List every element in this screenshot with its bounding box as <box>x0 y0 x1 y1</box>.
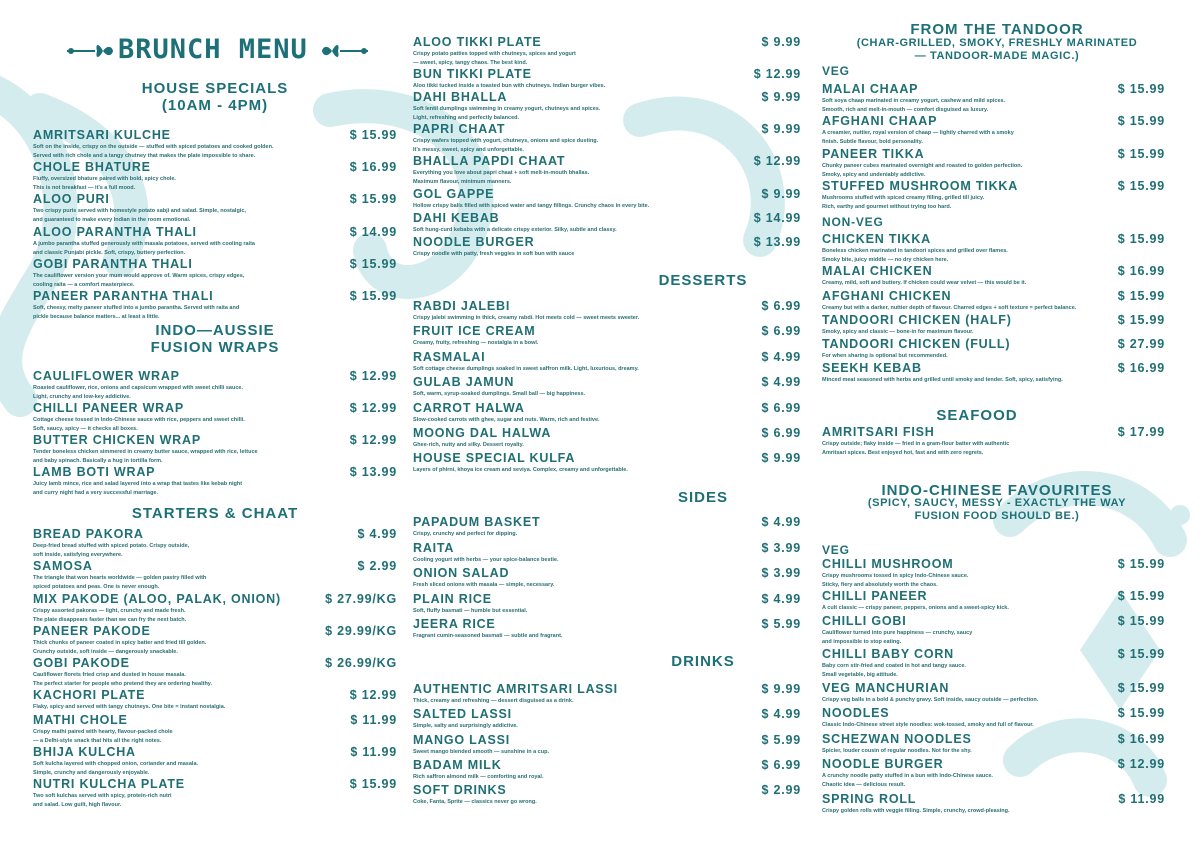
item-name: CHILLI PANEER <box>822 589 928 603</box>
item-name: DAHI KEBAB <box>413 211 500 225</box>
item-description: Creamy but with a darker, nuttier depth of flavour. Charred edges + soft texture = perfect balance. <box>822 305 1077 311</box>
item-price: $ 14.99 <box>753 211 801 225</box>
item-price: $ 3.99 <box>761 566 801 580</box>
item-description: Flaky, spicy and served with tangy chutneys. One bite = instant nostalgia. <box>33 704 226 710</box>
item-price: $ 4.99 <box>761 592 801 606</box>
item-description: For when sharing is optional but recommended. <box>822 353 948 359</box>
item-description: A jumbo parantha stuffed generously with masala potatoes, served with cooling raita and classic Punjabi pickle. Soft, crispy, buttery perfection. <box>33 241 255 256</box>
item-description: Soft on the inside, crispy on the outside — stuffed with spiced potatoes and cooked golden. Served with rich chole and a tangy chutney that makes the plate impossible to share. <box>33 144 274 159</box>
item-name: SOFT DRINKS <box>413 783 507 797</box>
section-title-sides: SIDES <box>677 489 728 506</box>
item-price: $ 5.99 <box>761 733 801 747</box>
item-price: $ 12.99 <box>1117 757 1165 771</box>
item-name: SALTED LASSI <box>413 707 512 721</box>
item-name: LAMB BOTI WRAP <box>33 465 156 479</box>
item-price: $ 4.99 <box>761 707 801 721</box>
item-name: MALAI CHICKEN <box>822 264 933 278</box>
item-description: Smoky, spicy and classic — bone-in for maximum flavour. <box>822 329 974 335</box>
item-price: $ 15.99 <box>349 289 397 303</box>
item-price: $ 2.99 <box>761 783 801 797</box>
item-name: BHALLA PAPDI CHAAT <box>413 154 566 168</box>
item-price: $ 15.99 <box>1117 647 1165 661</box>
item-description: Rich saffron almond milk — comforting and royal. <box>413 774 544 780</box>
item-name: BHIJA KULCHA <box>33 745 136 759</box>
item-name: KACHORI PLATE <box>33 688 146 702</box>
item-price: $ 17.99 <box>1117 425 1165 439</box>
item-name: CHILLI MUSHROOM <box>822 557 954 571</box>
item-price: $ 4.99 <box>357 527 397 541</box>
item-price: $ 26.99/KG <box>325 656 397 670</box>
item-price: $ 4.99 <box>761 375 801 389</box>
item-name: ONION SALAD <box>413 566 510 580</box>
item-price: $ 9.99 <box>761 682 801 696</box>
item-price: $ 15.99 <box>1117 589 1165 603</box>
section-subtitle-tandoor: (CHAR-GRILLED, SMOKY, FRESHLY MARINATED — TANDOOR-MADE MAGIC.) <box>856 37 1138 62</box>
item-description: Sweet mango blended smooth — sunshine in a cup. <box>413 749 549 755</box>
item-name: NUTRI KULCHA PLATE <box>33 777 185 791</box>
item-name: ALOO PURI <box>33 192 110 206</box>
item-price: $ 12.99 <box>349 401 397 415</box>
veg-label: VEG <box>822 543 850 557</box>
item-description: Crispy wafers topped with yogurt, chutneys, onions and spice dusting. It’s messy, sweet, spicy and unforgettable. <box>413 138 599 153</box>
item-description: Coke, Fanta, Sprite — classics never go wrong. <box>413 799 537 805</box>
item-price: $ 15.99 <box>1117 313 1165 327</box>
fleur-left-icon <box>65 40 115 62</box>
item-name: PANEER PARANTHA THALI <box>33 289 214 303</box>
item-name: FRUIT ICE CREAM <box>413 324 536 338</box>
item-price: $ 9.99 <box>761 451 801 465</box>
item-description: Cauliflower florets fried crisp and dusted in house masala. The perfect starter for people who pretend they are ordering healthy. <box>33 672 212 687</box>
item-price: $ 4.99 <box>761 515 801 529</box>
item-description: Crispy outside; flaky inside — fried in a gram-flour batter with authentic Amritsari spices. Best enjoyed hot, fast and with zero regrets. <box>822 441 1010 456</box>
item-name: ALOO TIKKI PLATE <box>413 35 542 49</box>
item-description: Cooling yogurt with herbs — your spice-balance bestie. <box>413 557 559 563</box>
item-description: Thick, creamy and refreshing — dessert disguised as a drink. <box>413 698 574 704</box>
item-price: $ 4.99 <box>761 350 801 364</box>
item-price: $ 15.99 <box>349 777 397 791</box>
item-description: Mushrooms stuffed with spiced creamy filling, grilled till juicy. Rich, earthy and gourmet without trying too hard. <box>822 195 985 210</box>
item-name: TANDOORI CHICKEN (FULL) <box>822 337 1011 351</box>
item-name: SAMOSA <box>33 559 93 573</box>
item-name: RAITA <box>413 541 455 555</box>
item-description: Crispy mushrooms tossed in spicy Indo-Chinese sauce. Sticky, fiery and absolutely worth the chaos. <box>822 573 969 588</box>
item-description: Soft kulcha layered with chopped onion, coriander and masala. Simple, crunchy and dangerously enjoyable. <box>33 761 199 776</box>
item-name: MATHI CHOLE <box>33 713 128 727</box>
item-name: PAPRI CHAAT <box>413 122 506 136</box>
item-description: Soft hung-curd kebabs with a delicate crispy exterior. Silky, subtle and classy. <box>413 227 617 233</box>
item-price: $ 15.99 <box>349 192 397 206</box>
item-price: $ 27.99/KG <box>325 592 397 606</box>
item-name: VEG MANCHURIAN <box>822 681 950 695</box>
item-description: Creamy, mild, soft and buttery. If chicken could wear velvet — this would be it. <box>822 280 1027 286</box>
item-name: CAULIFLOWER WRAP <box>33 369 180 383</box>
item-description: Everything you love about papri chaat + soft melt-in-mouth bhallas. Maximum flavour, minimum manners. <box>413 170 590 185</box>
item-price: $ 15.99 <box>1117 232 1165 246</box>
item-name: NOODLE BURGER <box>822 757 944 771</box>
item-name: NOODLES <box>822 706 890 720</box>
item-name: MIX PAKODE (ALOO, PALAK, ONION) <box>33 592 281 606</box>
item-price: $ 16.99 <box>349 160 397 174</box>
item-description: Fresh sliced onions with masala — simple, necessary. <box>413 582 555 588</box>
item-description: Crispy noodle with patty, fresh veggies in soft bun with sauce <box>413 251 575 257</box>
item-price: $ 5.99 <box>761 617 801 631</box>
item-description: The cauliflower version your mum would approve of. Warm spices, crispy edges, cooling raita — a comfort masterpiece. <box>33 273 245 288</box>
item-description: Cottage cheese tossed in Indo-Chinese sauce with rice, peppers and sweet chilli. Soft, saucy, spicy — it checks all boxes. <box>33 417 245 432</box>
item-price: $ 13.99 <box>349 465 397 479</box>
menu-title: BRUNCH MENU <box>118 34 308 65</box>
item-description: Simple, salty and surprisingly addictive. <box>413 723 518 729</box>
item-price: $ 15.99 <box>1117 82 1165 96</box>
item-description: Boneless chicken marinated in tandoori spices and grilled over flames. Smoky bite, juicy middle — no dry chicken here. <box>822 248 1008 263</box>
nonveg-label: NON-VEG <box>822 215 884 229</box>
item-description: Layers of phirni, khoya ice cream and seviya. Complex, creamy and unforgettable. <box>413 467 628 473</box>
item-price: $ 11.99 <box>1118 792 1165 806</box>
item-description: Soft, warm, syrup-soaked dumplings. Small ball — big happiness. <box>413 391 586 397</box>
item-name: GOL GAPPE <box>413 187 495 201</box>
veg-label: VEG <box>822 64 850 78</box>
section-title-tandoor: FROM THE TANDOOR <box>910 21 1084 38</box>
item-name: GOBI PAKODE <box>33 656 130 670</box>
item-name: AMRITSARI KULCHE <box>33 128 171 142</box>
item-description: Creamy, fruity, refreshing — nostalgia in a bowl. <box>413 340 539 346</box>
item-name: CHOLE BHATURE <box>33 160 151 174</box>
section-title-starters: STARTERS & CHAAT <box>131 505 299 522</box>
item-name: PLAIN RICE <box>413 592 492 606</box>
item-description: Two crispy puris served with homestyle potato sabji and salad. Simple, nostalgic, and guaranteed to make every Indian in the room emotional. <box>33 208 246 223</box>
item-name: PAPADUM BASKET <box>413 515 541 529</box>
item-description: Crispy, crunchy and perfect for dipping. <box>413 531 518 537</box>
item-description: Aloo tikki tucked inside a toasted bun with chutneys. Indian burger vibes. <box>413 83 606 89</box>
item-price: $ 12.99 <box>349 369 397 383</box>
item-price: $ 11.99 <box>350 745 397 759</box>
item-price: $ 9.99 <box>761 90 801 104</box>
item-price: $ 15.99 <box>1117 179 1165 193</box>
item-price: $ 27.99 <box>1117 337 1165 351</box>
section-title-house-specials: HOUSE SPECIALS (10AM - 4PM) <box>141 80 289 114</box>
item-name: RABDI JALEBI <box>413 299 511 313</box>
fleur-right-icon <box>320 40 370 62</box>
item-description: Soft, fluffy basmati — humble but essential. <box>413 608 528 614</box>
item-name: PANEER TIKKA <box>822 147 925 161</box>
item-price: $ 15.99 <box>1117 681 1165 695</box>
item-name: BUN TIKKI PLATE <box>413 67 532 81</box>
item-description: Baby corn stir-fried and coated in hot and tangy sauce. Small vegetable, big attitude. <box>822 663 966 678</box>
item-price: $ 12.99 <box>349 433 397 447</box>
item-description: Minced meat seasoned with herbs and grilled until smoky and tender. Soft, spicy, satisfying. <box>822 377 1063 383</box>
item-description: Deep-fried bread stuffed with spiced potato. Crispy outside, soft inside, satisfying everywhere. <box>33 543 190 558</box>
item-description: Classic Indo-Chinese street style noodles: wok-tossed, smoky and full of flavour. <box>822 722 1034 728</box>
item-price: $ 6.99 <box>761 299 801 313</box>
item-name: AMRITSARI FISH <box>822 425 935 439</box>
item-description: Crispy potato patties topped with chutneys, spices and yogurt — sweet, spicy, tangy chaos. The best kind. <box>413 51 576 66</box>
item-description: Soft soya chaap marinated in creamy yogurt, cashew and mild spices. Smooth, rich and melt-in-mouth — comfort disguised as luxury. <box>822 98 1006 113</box>
section-title-indochinese: INDO-CHINESE FAVOURITES <box>881 482 1113 499</box>
menu-heading <box>65 33 365 67</box>
item-price: $ 6.99 <box>761 426 801 440</box>
item-description: Ghee-rich, nutty and silky. Dessert royalty. <box>413 442 524 448</box>
item-name: GULAB JAMUN <box>413 375 515 389</box>
item-name: ALOO PARANTHA THALI <box>33 225 197 239</box>
item-name: AFGHANI CHAAP <box>822 114 938 128</box>
item-price: $ 16.99 <box>1117 264 1165 278</box>
item-price: $ 15.99 <box>1117 114 1165 128</box>
item-description: Cauliflower turned into pure happiness — crunchy, saucy and impossible to stop eating. <box>822 630 973 645</box>
item-description: Spicier, louder cousin of regular noodles. Not for the shy. <box>822 748 972 754</box>
item-price: $ 9.99 <box>761 187 801 201</box>
item-price: $ 13.99 <box>753 235 801 249</box>
item-name: SPRING ROLL <box>822 792 917 806</box>
item-price: $ 16.99 <box>1117 361 1165 375</box>
item-price: $ 12.99 <box>753 154 801 168</box>
item-name: PANEER PAKODE <box>33 624 151 638</box>
item-price: $ 29.99/KG <box>325 624 397 638</box>
item-description: Hollow crispy balls filled with spiced water and tangy fillings. Crunchy chaos in every bite. <box>413 203 650 209</box>
item-name: BUTTER CHICKEN WRAP <box>33 433 201 447</box>
item-name: HOUSE SPECIAL KULFA <box>413 451 576 465</box>
item-price: $ 15.99 <box>1117 557 1165 571</box>
item-description: A crunchy noodle patty stuffed in a bun with Indo-Chinese sauce. Chaotic idea — delicious result. <box>822 773 993 788</box>
item-name: CHILLI PANEER WRAP <box>33 401 184 415</box>
item-price: $ 6.99 <box>761 758 801 772</box>
item-price: $ 12.99 <box>753 67 801 81</box>
item-name: RASMALAI <box>413 350 486 364</box>
section-title-wraps: INDO—AUSSIE FUSION WRAPS <box>150 322 280 356</box>
item-price: $ 14.99 <box>349 225 397 239</box>
item-name: JEERA RICE <box>413 617 496 631</box>
section-subtitle-indochinese: (SPICY, SAUCY, MESSY - EXACTLY THE WAY FUSION FOOD SHOULD BE.) <box>867 497 1127 522</box>
item-name: BADAM MILK <box>413 758 502 772</box>
item-description: Soft cottage cheese dumplings soaked in sweet saffron milk. Light, luxurious, dreamy. <box>413 366 639 372</box>
section-title-desserts: DESSERTS <box>658 272 748 289</box>
item-description: Soft lentil dumplings swimming in creamy yogurt, chutneys and spices. Light, refreshing and perfectly balanced. <box>413 106 601 121</box>
item-name: CARROT HALWA <box>413 401 525 415</box>
item-name: DAHI BHALLA <box>413 90 508 104</box>
item-description: Soft, cheesy, melty paneer stuffed into a jumbo parantha. Served with raita and pickle because balance matters... at least a little. <box>33 305 240 320</box>
item-price: $ 15.99 <box>1117 706 1165 720</box>
item-price: $ 15.99 <box>1117 147 1165 161</box>
item-name: SEEKH KEBAB <box>822 361 922 375</box>
item-price: $ 15.99 <box>349 257 397 271</box>
item-price: $ 2.99 <box>357 559 397 573</box>
item-price: $ 15.99 <box>1117 614 1165 628</box>
item-price: $ 15.99 <box>1117 289 1165 303</box>
item-name: CHILLI BABY CORN <box>822 647 955 661</box>
item-name: TANDOORI CHICKEN (HALF) <box>822 313 1012 327</box>
item-price: $ 15.99 <box>349 128 397 142</box>
item-name: CHICKEN TIKKA <box>822 232 932 246</box>
item-name: SCHEZWAN NOODLES <box>822 732 972 746</box>
item-description: Juicy lamb mince, rice and salad layered into a wrap that tastes like kebab night and curry night had a very successful marriage. <box>33 481 243 496</box>
item-price: $ 11.99 <box>350 713 397 727</box>
item-name: AUTHENTIC AMRITSARI LASSI <box>413 682 618 696</box>
item-description: Two soft kulchas served with spicy, protein-rich nutri and salad. Low guilt, high flavour. <box>33 793 172 808</box>
item-name: BREAD PAKORA <box>33 527 144 541</box>
item-name: CHILLI GOBI <box>822 614 907 628</box>
item-description: A creamier, nuttier, royal version of chaap — lightly charred with a smoky finish. Subtle flavour, bold personality. <box>822 130 1014 145</box>
item-price: $ 6.99 <box>761 401 801 415</box>
item-description: Chunky paneer cubes marinated overnight and roasted to golden perfection. Smoky, spicy and undeniably addictive. <box>822 163 1023 178</box>
item-name: STUFFED MUSHROOM TIKKA <box>822 179 1019 193</box>
item-description: Crispy veg balls in a bold & punchy gravy. Soft inside, saucy outside — perfection. <box>822 697 1039 703</box>
item-name: MALAI CHAAP <box>822 82 919 96</box>
item-name: GOBI PARANTHA THALI <box>33 257 193 271</box>
item-price: $ 3.99 <box>761 541 801 555</box>
item-description: Roasted cauliflower, rice, onions and capsicum wrapped with sweet chilli sauce. Light, crunchy and low-key addictive. <box>33 385 243 400</box>
item-description: Crispy jalebi swimming in thick, creamy rabdi. Hot meets cold — sweet meets sweeter. <box>413 315 640 321</box>
item-description: Crispy mathi paired with hearty, flavour-packed chole — a Delhi-style snack that hits all the right notes. <box>33 729 173 744</box>
item-price: $ 16.99 <box>1117 732 1165 746</box>
item-description: Crispy golden rolls with veggie filling. Simple, crunchy, crowd-pleasing. <box>822 808 1010 814</box>
item-name: NOODLE BURGER <box>413 235 535 249</box>
item-price: $ 12.99 <box>349 688 397 702</box>
item-description: The triangle that won hearts worldwide — golden pastry filled with spiced potatoes and peas. One is never enough. <box>33 575 207 590</box>
item-price: $ 9.99 <box>761 35 801 49</box>
item-description: Fragrant cumin-seasoned basmati — subtle and fragrant. <box>413 633 563 639</box>
item-description: Thick chunks of paneer coated in spicy batter and fried till golden. Crunchy outside, soft inside — dangerously snackable. <box>33 640 207 655</box>
item-price: $ 9.99 <box>761 122 801 136</box>
section-title-seafood: SEAFOOD <box>936 407 1018 424</box>
item-description: Tender boneless chicken simmered in creamy butter sauce, wrapped with rice, lettuce and baby spinach. Basically a hug in tortilla form. <box>33 449 258 464</box>
item-description: A cult classic — crispy paneer, peppers, onions and a sweet-spicy kick. <box>822 605 1009 611</box>
item-description: Crispy assorted pakoras — light, crunchy and made fresh. The plate disappears faster than we can fry the next batch. <box>33 608 187 623</box>
item-name: AFGHANI CHICKEN <box>822 289 952 303</box>
item-name: MOONG DAL HALWA <box>413 426 552 440</box>
item-description: Slow-cooked carrots with ghee, sugar and nuts. Warm, rich and festive. <box>413 417 600 423</box>
item-price: $ 6.99 <box>761 324 801 338</box>
section-title-drinks: DRINKS <box>671 653 735 670</box>
item-description: Fluffy, oversized bhature paired with bold, spicy chole. This is not breakfast — it’s a full mood. <box>33 176 176 191</box>
item-name: MANGO LASSI <box>413 733 510 747</box>
